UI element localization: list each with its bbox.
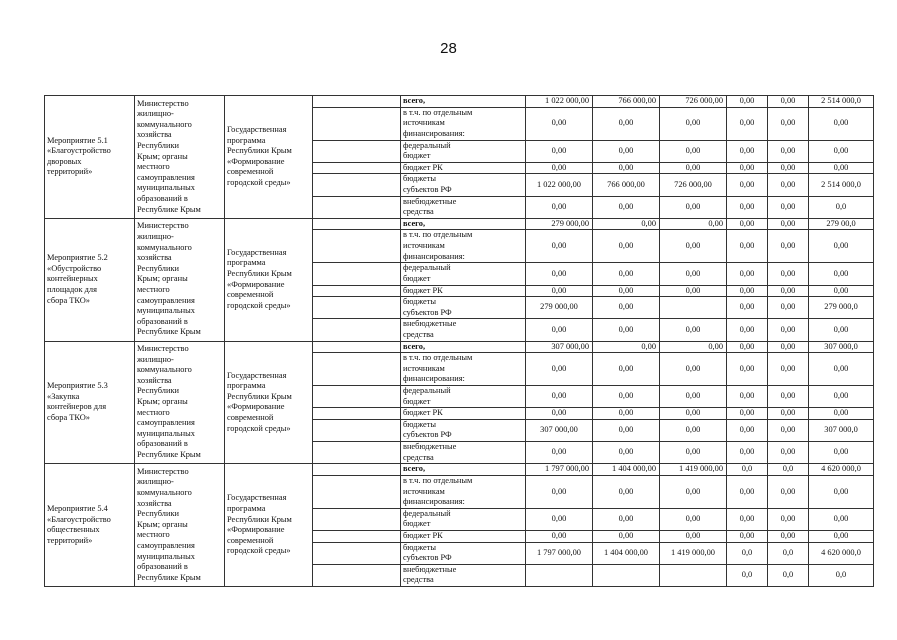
value-cell: 0,00 — [593, 230, 660, 263]
funding-source-cell: в т.ч. по отдельным источникам финансирования: — [401, 353, 526, 386]
value-cell: 0,00 — [727, 508, 768, 530]
value-cell — [660, 297, 727, 319]
executor-cell: Министерство жилищно- коммунального хозяйства Республики Крым; органы местного самоуправления муниципальных образований в Республике Крым — [135, 218, 225, 341]
value-cell: 0,00 — [593, 508, 660, 530]
value-cell: 0,00 — [809, 442, 874, 464]
value-cell: 307 000,0 — [809, 419, 874, 441]
funding-source-cell: всего, — [401, 341, 526, 353]
empty-cell — [313, 386, 401, 408]
empty-cell — [313, 531, 401, 543]
value-cell: 0,00 — [660, 107, 727, 140]
value-cell: 0,00 — [809, 475, 874, 508]
empty-cell — [313, 475, 401, 508]
value-cell: 0,00 — [660, 386, 727, 408]
value-cell: 0,00 — [593, 297, 660, 319]
value-cell: 0,00 — [768, 386, 809, 408]
value-cell: 279 000,00 — [526, 297, 593, 319]
value-cell: 0,00 — [768, 140, 809, 162]
value-cell: 0,00 — [593, 341, 660, 353]
measure-cell: Мероприятие 5.1 «Благоустройство дворовых территорий» — [45, 96, 135, 219]
empty-cell — [313, 230, 401, 263]
value-cell: 0,00 — [593, 263, 660, 285]
program-cell: Государственная программа Республики Крым «Формирование современной городской среды» — [225, 96, 313, 219]
value-cell: 0,00 — [526, 353, 593, 386]
empty-cell — [313, 263, 401, 285]
empty-cell — [313, 564, 401, 586]
funding-source-cell: федеральный бюджет — [401, 263, 526, 285]
value-cell: 0,00 — [727, 408, 768, 420]
value-cell: 0,00 — [727, 319, 768, 341]
empty-cell — [313, 419, 401, 441]
value-cell: 0,00 — [727, 531, 768, 543]
value-cell: 0,00 — [526, 531, 593, 543]
program-cell: Государственная программа Республики Крым «Формирование современной городской среды» — [225, 464, 313, 587]
value-cell: 1 404 000,00 — [593, 464, 660, 476]
value-cell: 0,0 — [727, 564, 768, 586]
funding-source-cell: внебюджетные средства — [401, 442, 526, 464]
empty-cell — [313, 297, 401, 319]
value-cell: 0,00 — [727, 140, 768, 162]
funding-source-cell: бюджеты субъектов РФ — [401, 542, 526, 564]
value-cell — [593, 564, 660, 586]
value-cell: 0,00 — [526, 319, 593, 341]
value-cell: 726 000,00 — [660, 174, 727, 196]
funding-source-cell: в т.ч. по отдельным источникам финансирования: — [401, 107, 526, 140]
value-cell: 0,00 — [526, 508, 593, 530]
empty-cell — [313, 408, 401, 420]
funding-source-cell: в т.ч. по отдельным источникам финансирования: — [401, 475, 526, 508]
value-cell: 0,00 — [768, 353, 809, 386]
value-cell: 0,00 — [660, 419, 727, 441]
value-cell: 0,00 — [727, 419, 768, 441]
funding-source-cell: федеральный бюджет — [401, 508, 526, 530]
value-cell: 0,00 — [593, 408, 660, 420]
table-row — [45, 464, 874, 476]
value-cell: 0,00 — [809, 386, 874, 408]
page-number: 28 — [440, 40, 457, 57]
value-cell: 0,00 — [593, 531, 660, 543]
value-cell: 0,00 — [768, 419, 809, 441]
value-cell: 0,00 — [660, 319, 727, 341]
funding-source-cell: всего, — [401, 218, 526, 230]
value-cell: 0,00 — [593, 386, 660, 408]
value-cell: 0,00 — [660, 531, 727, 543]
value-cell: 0,0 — [809, 564, 874, 586]
measure-cell: Мероприятие 5.2 «Обустройство контейнерных площадок для сбора ТКО» — [45, 218, 135, 341]
value-cell: 0,0 — [809, 196, 874, 218]
value-cell: 0,0 — [727, 464, 768, 476]
value-cell: 0,00 — [727, 263, 768, 285]
empty-cell — [313, 442, 401, 464]
value-cell: 0,00 — [526, 140, 593, 162]
funding-source-cell: бюджет РК — [401, 408, 526, 420]
value-cell — [526, 564, 593, 586]
value-cell: 0,00 — [727, 162, 768, 174]
value-cell: 0,00 — [660, 196, 727, 218]
funding-source-cell: внебюджетные средства — [401, 319, 526, 341]
value-cell: 1 404 000,00 — [593, 542, 660, 564]
value-cell: 0,00 — [768, 341, 809, 353]
value-cell: 0,00 — [809, 107, 874, 140]
value-cell: 0,00 — [593, 218, 660, 230]
value-cell: 1 797 000,00 — [526, 542, 593, 564]
funding-source-cell: бюджет РК — [401, 285, 526, 297]
value-cell: 0,00 — [768, 285, 809, 297]
value-cell: 0,00 — [660, 442, 727, 464]
funding-source-cell: бюджеты субъектов РФ — [401, 419, 526, 441]
value-cell: 0,00 — [727, 196, 768, 218]
value-cell: 1 797 000,00 — [526, 464, 593, 476]
empty-cell — [313, 285, 401, 297]
value-cell: 0,00 — [809, 408, 874, 420]
value-cell: 0,00 — [660, 140, 727, 162]
executor-cell: Министерство жилищно- коммунального хозяйства Республики Крым; органы местного самоуправления муниципальных образований в Республике Крым — [135, 464, 225, 587]
value-cell: 0,00 — [526, 196, 593, 218]
value-cell: 1 022 000,00 — [526, 174, 593, 196]
funding-source-cell: бюджет РК — [401, 162, 526, 174]
value-cell: 2 514 000,0 — [809, 96, 874, 108]
value-cell: 307 000,00 — [526, 419, 593, 441]
value-cell: 0,00 — [768, 475, 809, 508]
value-cell: 0,00 — [526, 107, 593, 140]
value-cell: 0,00 — [593, 442, 660, 464]
value-cell: 0,00 — [660, 230, 727, 263]
value-cell: 0,00 — [727, 230, 768, 263]
value-cell: 0,00 — [593, 319, 660, 341]
value-cell: 0,00 — [526, 263, 593, 285]
funding-source-cell: всего, — [401, 464, 526, 476]
value-cell: 0,00 — [809, 285, 874, 297]
value-cell: 0,00 — [526, 285, 593, 297]
funding-source-cell: всего, — [401, 96, 526, 108]
value-cell: 0,00 — [768, 107, 809, 140]
empty-cell — [313, 508, 401, 530]
value-cell: 0,00 — [768, 162, 809, 174]
empty-cell — [313, 196, 401, 218]
value-cell: 0,00 — [809, 508, 874, 530]
funding-source-cell: бюджет РК — [401, 531, 526, 543]
measure-cell: Мероприятие 5.3 «Закупка контейнеров для сбора ТКО» — [45, 341, 135, 464]
value-cell: 279 000,0 — [809, 297, 874, 319]
value-cell: 4 620 000,0 — [809, 542, 874, 564]
value-cell: 0,00 — [526, 386, 593, 408]
financing-table — [44, 95, 874, 587]
value-cell: 0,00 — [526, 475, 593, 508]
value-cell — [660, 564, 727, 586]
value-cell: 0,00 — [727, 218, 768, 230]
value-cell: 4 620 000,0 — [809, 464, 874, 476]
value-cell: 0,00 — [593, 107, 660, 140]
measure-cell: Мероприятие 5.4 «Благоустройство общественных территорий» — [45, 464, 135, 587]
empty-cell — [313, 341, 401, 353]
executor-cell: Министерство жилищно- коммунального хозяйства Республики Крым; органы местного самоуправления муниципальных образований в Республике Крым — [135, 96, 225, 219]
empty-cell — [313, 353, 401, 386]
empty-cell — [313, 218, 401, 230]
funding-source-cell: в т.ч. по отдельным источникам финансирования: — [401, 230, 526, 263]
value-cell: 0,00 — [660, 162, 727, 174]
value-cell: 0,00 — [727, 386, 768, 408]
value-cell: 0,00 — [809, 319, 874, 341]
funding-source-cell: бюджеты субъектов РФ — [401, 297, 526, 319]
value-cell: 307 000,00 — [526, 341, 593, 353]
value-cell: 0,0 — [768, 542, 809, 564]
value-cell: 0,00 — [593, 475, 660, 508]
value-cell: 0,00 — [768, 297, 809, 319]
value-cell: 0,00 — [727, 475, 768, 508]
value-cell: 0,00 — [727, 107, 768, 140]
funding-source-cell: внебюджетные средства — [401, 196, 526, 218]
executor-cell: Министерство жилищно- коммунального хозяйства Республики Крым; органы местного самоуправления муниципальных образований в Республике Крым — [135, 341, 225, 464]
empty-cell — [313, 464, 401, 476]
value-cell: 0,0 — [768, 464, 809, 476]
value-cell: 1 419 000,00 — [660, 464, 727, 476]
value-cell: 0,00 — [727, 297, 768, 319]
value-cell: 0,00 — [593, 419, 660, 441]
value-cell: 0,00 — [660, 263, 727, 285]
value-cell: 0,00 — [526, 408, 593, 420]
value-cell: 0,0 — [768, 564, 809, 586]
value-cell: 0,00 — [660, 408, 727, 420]
value-cell: 766 000,00 — [593, 96, 660, 108]
value-cell: 0,0 — [727, 542, 768, 564]
value-cell: 0,00 — [660, 218, 727, 230]
value-cell: 0,00 — [809, 162, 874, 174]
table-row — [45, 96, 874, 108]
value-cell: 0,00 — [727, 341, 768, 353]
value-cell: 0,00 — [768, 508, 809, 530]
empty-cell — [313, 162, 401, 174]
empty-cell — [313, 107, 401, 140]
empty-cell — [313, 174, 401, 196]
value-cell: 0,00 — [727, 442, 768, 464]
value-cell: 0,00 — [660, 285, 727, 297]
value-cell: 0,00 — [593, 162, 660, 174]
value-cell: 307 000,0 — [809, 341, 874, 353]
value-cell: 0,00 — [660, 353, 727, 386]
value-cell: 0,00 — [809, 531, 874, 543]
value-cell: 0,00 — [809, 230, 874, 263]
value-cell: 0,00 — [768, 218, 809, 230]
value-cell: 766 000,00 — [593, 174, 660, 196]
funding-source-cell: федеральный бюджет — [401, 140, 526, 162]
value-cell: 0,00 — [660, 475, 727, 508]
value-cell: 2 514 000,0 — [809, 174, 874, 196]
funding-source-cell: бюджеты субъектов РФ — [401, 174, 526, 196]
value-cell: 0,00 — [809, 140, 874, 162]
value-cell: 726 000,00 — [660, 96, 727, 108]
value-cell: 0,00 — [593, 196, 660, 218]
value-cell: 0,00 — [593, 285, 660, 297]
empty-cell — [313, 96, 401, 108]
value-cell: 0,00 — [768, 442, 809, 464]
value-cell: 0,00 — [660, 508, 727, 530]
value-cell: 0,00 — [727, 96, 768, 108]
value-cell: 0,00 — [809, 353, 874, 386]
value-cell: 279 000,00 — [526, 218, 593, 230]
value-cell: 0,00 — [768, 174, 809, 196]
funding-source-cell: внебюджетные средства — [401, 564, 526, 586]
value-cell: 0,00 — [768, 408, 809, 420]
program-cell: Государственная программа Республики Крым «Формирование современной городской среды» — [225, 341, 313, 464]
value-cell: 0,00 — [526, 442, 593, 464]
value-cell: 0,00 — [660, 341, 727, 353]
value-cell: 0,00 — [768, 96, 809, 108]
table-row — [45, 341, 874, 353]
value-cell: 0,00 — [727, 353, 768, 386]
value-cell: 0,00 — [526, 162, 593, 174]
value-cell: 0,00 — [768, 319, 809, 341]
value-cell: 0,00 — [768, 230, 809, 263]
value-cell: 0,00 — [768, 263, 809, 285]
value-cell: 0,00 — [768, 531, 809, 543]
value-cell: 1 022 000,00 — [526, 96, 593, 108]
value-cell: 0,00 — [768, 196, 809, 218]
empty-cell — [313, 319, 401, 341]
value-cell: 0,00 — [727, 285, 768, 297]
value-cell: 0,00 — [727, 174, 768, 196]
value-cell: 0,00 — [526, 230, 593, 263]
value-cell: 0,00 — [593, 353, 660, 386]
value-cell: 0,00 — [593, 140, 660, 162]
empty-cell — [313, 542, 401, 564]
value-cell: 0,00 — [809, 263, 874, 285]
value-cell: 1 419 000,00 — [660, 542, 727, 564]
value-cell: 279 00,0 — [809, 218, 874, 230]
program-cell: Государственная программа Республики Крым «Формирование современной городской среды» — [225, 218, 313, 341]
funding-source-cell: федеральный бюджет — [401, 386, 526, 408]
table-row — [45, 218, 874, 230]
empty-cell — [313, 140, 401, 162]
